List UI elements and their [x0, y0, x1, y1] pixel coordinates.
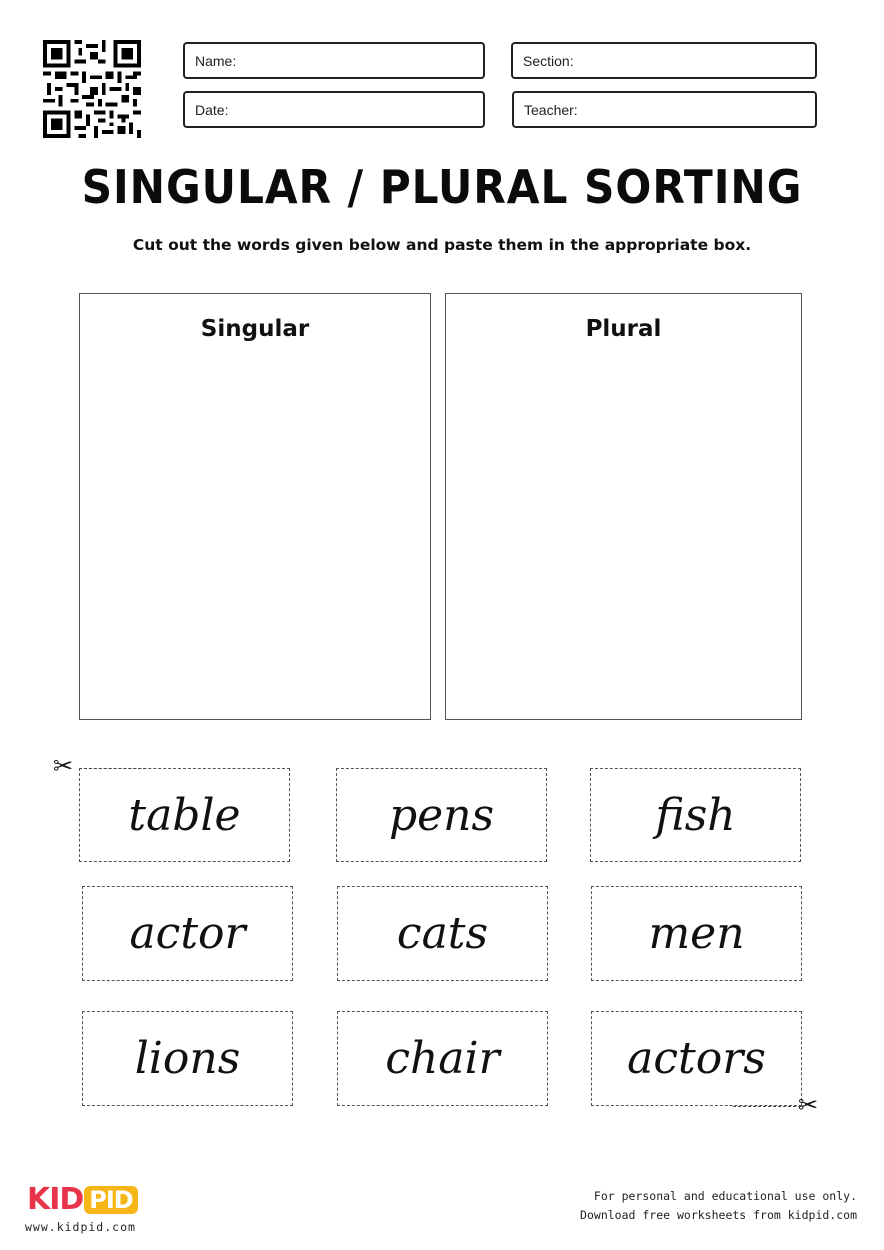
cut-line — [79, 768, 146, 769]
word-card[interactable]: cats — [337, 886, 548, 981]
scissors-icon: ✂ — [798, 1091, 819, 1119]
name-field[interactable]: Name: — [183, 42, 485, 79]
word-card[interactable]: men — [591, 886, 802, 981]
word-card[interactable]: chair — [337, 1011, 548, 1106]
plural-box[interactable] — [445, 293, 802, 720]
kidpid-logo — [27, 1183, 139, 1217]
instruction-text: Cut out the words given below and paste them in the appropriate box. — [132, 236, 752, 254]
singular-box[interactable] — [79, 293, 431, 720]
word-card[interactable]: lions — [82, 1011, 293, 1106]
logo-kid-text: KID — [27, 1182, 84, 1217]
teacher-field[interactable]: Teacher: — [512, 91, 817, 128]
scissors-icon: ✂ — [53, 752, 74, 780]
footer-usage-note: For personal and educational use only. — [593, 1189, 857, 1203]
plural-heading: Plural — [585, 316, 662, 342]
footer-download-note: Download free worksheets from kidpid.com — [580, 1208, 857, 1222]
word-card[interactable]: actors — [591, 1011, 802, 1106]
cut-line — [733, 1106, 801, 1107]
date-field[interactable]: Date: — [183, 91, 485, 128]
worksheet-title: SINGULAR / PLURAL SORTING — [81, 160, 803, 214]
brand-url[interactable]: www.kidpid.com — [25, 1220, 136, 1234]
section-field[interactable]: Section: — [511, 42, 817, 79]
word-card[interactable]: table — [79, 768, 290, 862]
word-card[interactable]: actor — [82, 886, 293, 981]
qr-code-icon — [43, 40, 141, 138]
logo-pid-text: PID — [84, 1186, 138, 1214]
singular-heading: Singular — [200, 316, 310, 342]
word-card[interactable]: fish — [590, 768, 801, 862]
word-card[interactable]: pens — [336, 768, 547, 862]
